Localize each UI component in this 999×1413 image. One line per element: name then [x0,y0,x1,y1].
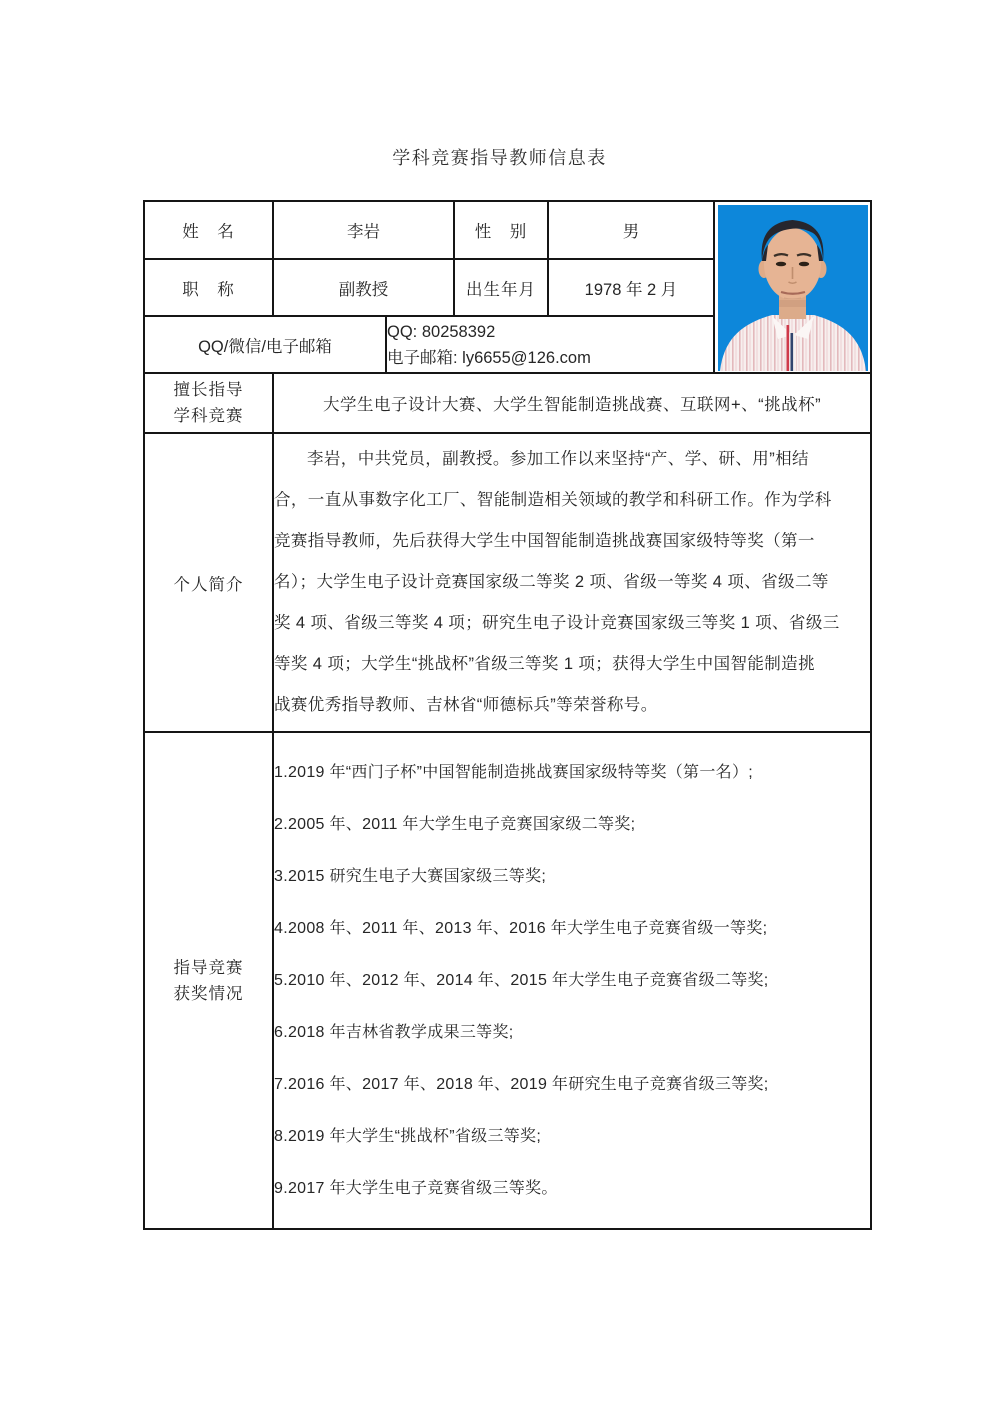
award-item: 8.2019 年大学生“挑战杯”省级三等奖; [274,1127,542,1145]
specialty-value: 大学生电子设计大赛、大学生智能制造挑战赛、互联网+、“挑战杯” [273,373,871,433]
award-item: 1.2019 年“西门子杯”中国智能制造挑战赛国家级特等奖（第一名）; [274,763,753,781]
portrait-illustration [718,205,868,371]
page-title: 学科竞赛指导教师信息表 [392,148,607,168]
contact-qq: QQ: 80258392 [387,322,496,341]
award-item: 5.2010 年、2012 年、2014 年、2015 年大学生电子竞赛省级二等奖; [274,971,769,989]
award-item: 2.2005 年、2011 年大学生电子竞赛国家级二等奖; [274,815,636,833]
award-item: 3.2015 研究生电子大赛国家级三等奖; [274,867,547,885]
teacher-info-table [143,200,872,1230]
profile-line: 李岩，中共党员，副教授。参加工作以来坚持“产、学、研、用”相结 [307,450,809,468]
profile-line: 奖 4 项、省级三等奖 4 项；研究生电子设计竞赛国家级三等奖 1 项、省级三 [274,614,840,632]
table-row [144,732,871,1229]
table-row [144,373,871,433]
profile-line: 合，一直从事数字化工厂、智能制造相关领域的教学和科研工作。作为学科 [274,491,832,509]
table-row [144,433,871,732]
awards-list [273,732,871,1229]
contact-label: QQ/微信/电子邮箱 [144,316,386,373]
contact-email: 电子邮箱: ly6655@126.com [387,348,591,367]
awards-label: 指导竞赛 获奖情况 [144,732,273,1229]
birth-value: 1978 年 2 月 [548,259,714,316]
profile-line: 名）；大学生电子设计竞赛国家级二等奖 2 项、省级一等奖 4 项、省级二等 [274,573,829,591]
award-item: 6.2018 年吉林省教学成果三等奖; [274,1023,514,1041]
gender-label: 性 别 [454,201,548,259]
rank-value: 副教授 [273,259,454,316]
photo-cell [714,201,871,373]
contact-value [386,316,714,373]
profile-line: 战赛优秀指导教师、吉林省“师德标兵”等荣誉称号。 [274,696,658,714]
rank-label: 职 称 [144,259,273,316]
birth-label: 出生年月 [454,259,548,316]
table-row [144,201,871,259]
profile-label: 个人简介 [144,433,273,732]
award-item: 4.2008 年、2011 年、2013 年、2016 年大学生电子竞赛省级一等奖; [274,919,768,937]
profile-line: 竞赛指导教师，先后获得大学生中国智能制造挑战赛国家级特等奖（第一 [274,532,815,550]
gender-value: 男 [548,201,714,259]
profile-line: 等奖 4 项；大学生“挑战杯”省级三等奖 1 项；获得大学生中国智能制造挑 [274,655,815,673]
award-item: 7.2016 年、2017 年、2018 年、2019 年研究生电子竞赛省级三等奖; [274,1075,769,1093]
name-label: 姓 名 [144,201,273,259]
award-item: 9.2017 年大学生电子竞赛省级三等奖。 [274,1179,558,1197]
name-value: 李岩 [273,201,454,259]
profile-text [273,433,871,732]
specialty-label: 擅长指导 学科竞赛 [144,373,273,433]
teacher-portrait-photo [715,203,868,371]
